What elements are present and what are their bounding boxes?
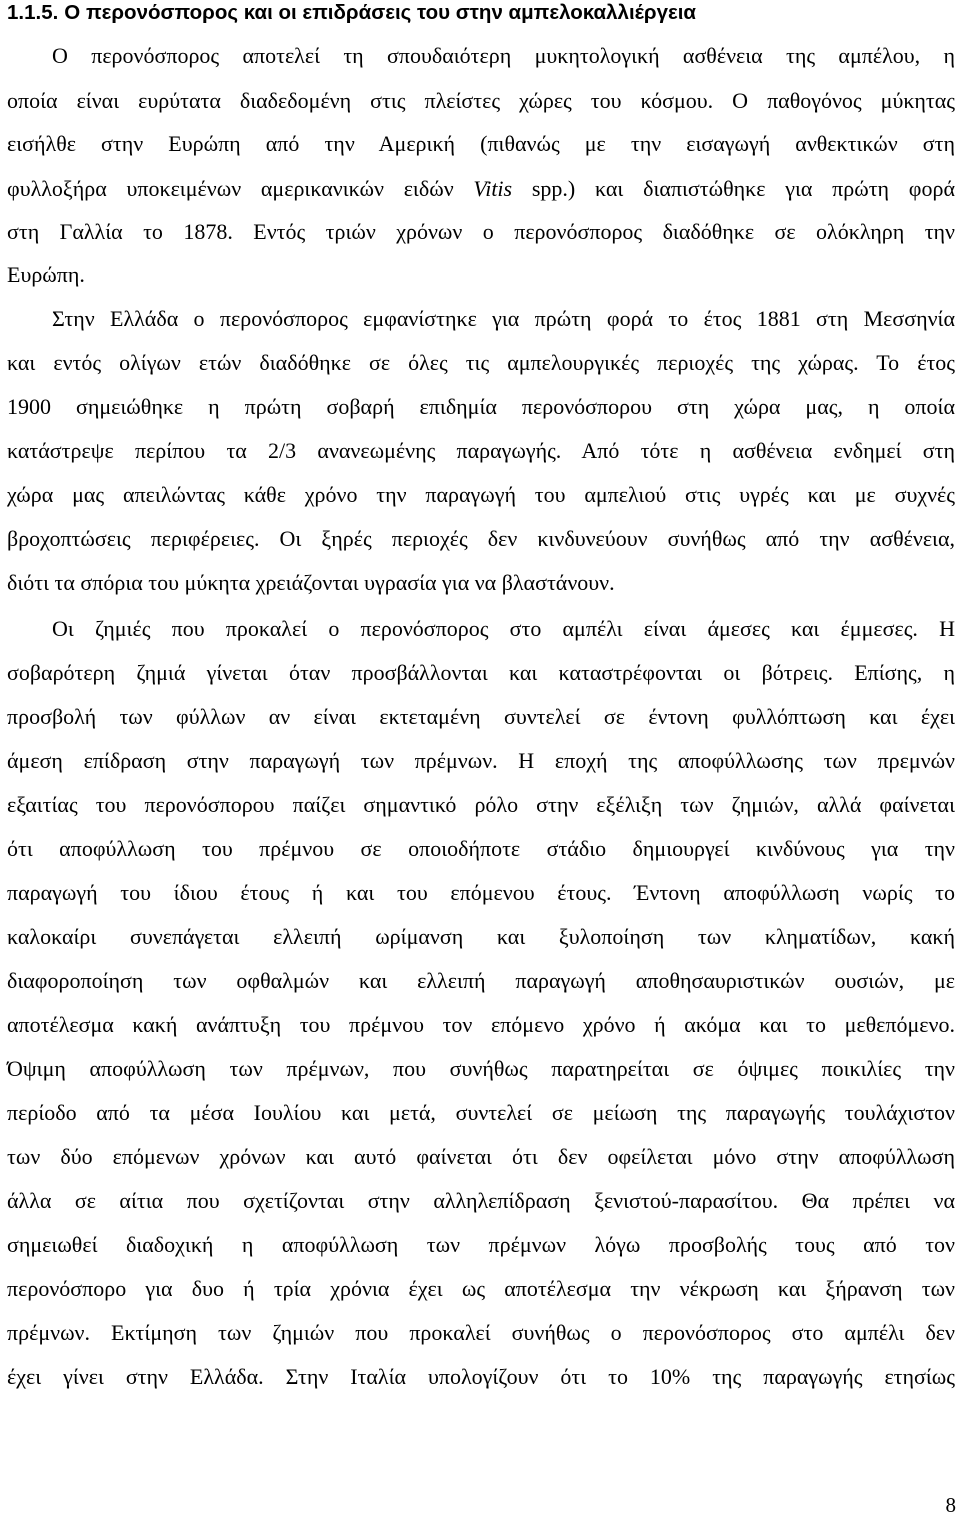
paragraph-line: κατάστρεψε περίπου τα 2/3 ανανεωμένης παραγωγής. Από τότε η ασθένεια ενδημεί στη: [7, 438, 955, 463]
paragraph-line: προσβολή των φύλλων αν είναι εκτεταμένη συντελεί σε έντονη φυλλόπτωση και έχει: [7, 704, 955, 729]
paragraph-line: διότι τα σπόρια του μύκητα χρειάζονται υγρασία για να βλαστάνουν.: [7, 570, 615, 595]
section-number: 1.1.5.: [7, 1, 59, 24]
paragraph-line: παραγωγή του ίδιου έτους ή και του επόμενου έτους. Έντονη αποφύλλωση νωρίς το: [7, 880, 955, 905]
paragraph-line: Ευρώπη.: [7, 262, 85, 287]
section-heading: [7, 0, 957, 26]
paragraph-line: εισήλθε στην Ευρώπη από την Αμερική (πιθανώς με την εισαγωγή ανθεκτικών στη: [7, 131, 955, 156]
paragraph-line: Στην Ελλάδα ο περονόσπορος εμφανίστηκε για πρώτη φορά το έτος 1881 στη Μεσσηνία: [52, 306, 955, 331]
paragraph-line: άμεση επίδραση στην παραγωγή των πρέμνων. Η εποχή της αποφύλλωσης των πρεμνών: [7, 748, 955, 773]
section-title: Ο περονόσπορος και οι επιδράσεις του στην αμπελοκαλλιέργεια: [64, 1, 696, 24]
paragraph-line: Οι ζημιές που προκαλεί ο περονόσπορος στο αμπέλι είναι άμεσες και έμμεσες. Η: [52, 616, 955, 641]
paragraph-line: φυλλοξήρα υποκειμένων αμερικανικών ειδών Vitis spp.) και διαπιστώθηκε για πρώτη φορά: [7, 176, 955, 201]
page-number: 8: [945, 1493, 956, 1517]
paragraph-line: εξαιτίας του περονόσπορου παίζει σημαντικό ρόλο στην εξέλιξη των ζημιών, αλλά φαίνεται: [7, 792, 955, 817]
paragraph-line: Ο περονόσπορος αποτελεί τη σπουδαιότερη μυκητολογική ασθένεια της αμπέλου, η: [52, 43, 955, 68]
paragraph-line: και εντός ολίγων ετών διαδόθηκε σε όλες τις αμπελουργικές περιοχές της χώρας. Το έτος: [7, 350, 955, 375]
paragraph-line: των δύο επόμενων χρόνων και αυτό φαίνεται ότι δεν οφείλεται μόνο στην αποφύλλωση: [7, 1144, 955, 1169]
paragraph-line: διαφοροποίηση των οφθαλμών και ελλειπή παραγωγή αποθησαυριστικών ουσιών, με: [7, 968, 955, 993]
paragraph-line: άλλα σε αίτια που σχετίζονται στην αλληλεπίδραση ξενιστού-παρασίτου. Θα πρέπει να: [7, 1188, 955, 1213]
paragraph-line: χώρα μας απειλώντας κάθε χρόνο την παραγωγή του αμπελιού στις υγρές και με συχνές: [7, 482, 955, 507]
paragraph-line: έχει γίνει στην Ελλάδα. Στην Ιταλία υπολογίζουν ότι το 10% της παραγωγής ετησίως: [7, 1364, 955, 1389]
paragraph-line: βροχοπτώσεις περιφέρειες. Οι ξηρές περιοχές δεν κινδυνεύουν συνήθως από την ασθένεια,: [7, 526, 955, 551]
paragraph-line: περίοδο από τα μέσα Ιουλίου και μετά, συντελεί σε μείωση της παραγωγής τουλάχιστον: [7, 1100, 955, 1125]
paragraph-line: περονόσπορο για δυο ή τρία χρόνια έχει ως αποτέλεσμα την νέκρωση και ξήρανση των: [7, 1276, 955, 1301]
paragraph-line: οποία είναι ευρύτατα διαδεδομένη στις πλείστες χώρες του κόσμου. Ο παθογόνος μύκητας: [7, 88, 955, 113]
paragraph-line: αποτέλεσμα κακή ανάπτυξη του πρέμνου τον επόμενο χρόνο ή ακόμα και το μεθεπόμενο.: [7, 1012, 955, 1037]
paragraph-line: Όψιμη αποφύλλωση των πρέμνων, που συνήθως παρατηρείται σε όψιμες ποικιλίες την: [7, 1056, 955, 1081]
paragraph-line: σοβαρότερη ζημιά γίνεται όταν προσβάλλονται και καταστρέφονται οι βότρεις. Επίσης, η: [7, 660, 955, 685]
paragraph-line: 1900 σημειώθηκε η πρώτη σοβαρή επιδημία περονόσπορου στη χώρα μας, η οποία: [7, 394, 955, 419]
paragraph-line: καλοκαίρι συνεπάγεται ελλειπή ωρίμανση και ξυλοποίηση των κληματίδων, κακή: [7, 924, 955, 949]
paragraph-line: ότι αποφύλλωση του πρέμνου σε οποιοδήποτε στάδιο δημιουργεί κινδύνους για την: [7, 836, 955, 861]
paragraph-line: πρέμνων. Εκτίμηση των ζημιών που προκαλεί συνήθως ο περονόσπορος στο αμπέλι δεν: [7, 1320, 955, 1345]
paragraph-line: στη Γαλλία το 1878. Εντός τριών χρόνων ο περονόσπορος διαδόθηκε σε ολόκληρη την: [7, 219, 955, 244]
paragraph-line: σημειωθεί διαδοχική η αποφύλλωση των πρέμνων λόγω προσβολής τους από τον: [7, 1232, 955, 1257]
